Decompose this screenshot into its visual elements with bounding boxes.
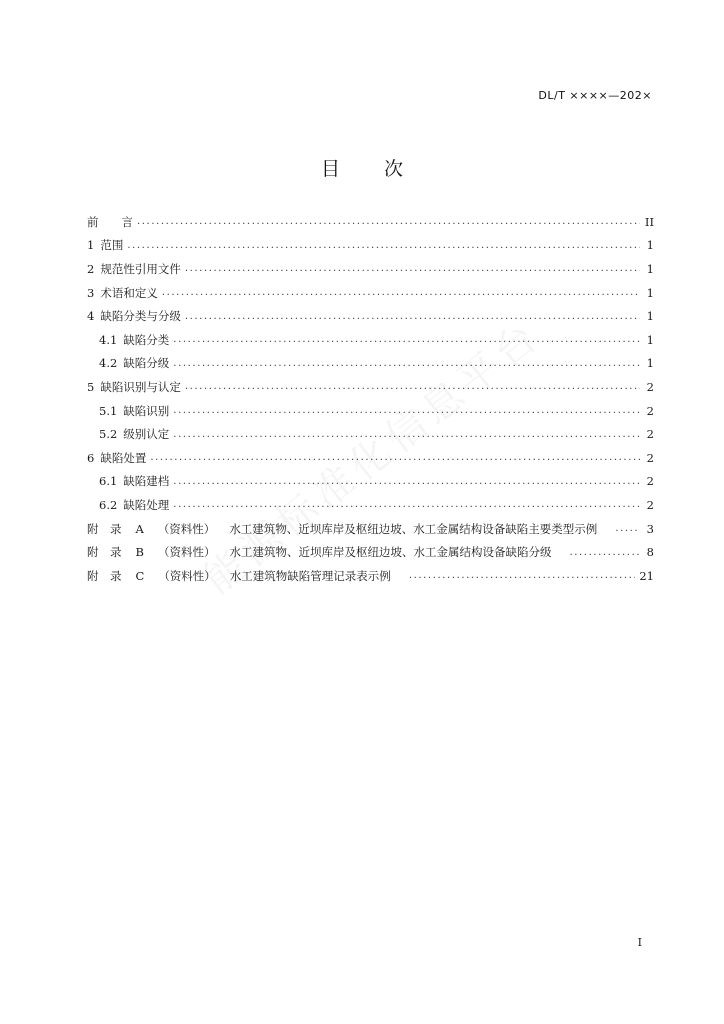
toc-leader-dots xyxy=(173,499,640,510)
toc-leader-dots xyxy=(150,452,640,463)
toc-entry-page: II xyxy=(644,214,654,229)
toc-entry-page: 2 xyxy=(646,497,654,512)
toc-entry-label: 缺陷识别 xyxy=(123,403,170,418)
toc-entry[interactable] xyxy=(87,210,654,234)
toc-entry-number: 2 xyxy=(87,261,95,276)
toc-entry-page: 1 xyxy=(646,285,654,300)
annex-prefix: 附 录 xyxy=(87,545,122,560)
annex-nature: （资料性） xyxy=(157,521,216,536)
toc-entry[interactable] xyxy=(87,281,654,305)
annex-nature: （资料性） xyxy=(158,568,216,583)
annex-prefix: 附 录 xyxy=(87,521,122,536)
annex-title: 水工建筑物、近坝库岸及枢纽边坡、水工金属结构设备缺陷分级 xyxy=(229,545,552,560)
toc-entry-number: 5 xyxy=(87,379,95,394)
toc-entry-number: 5.2 xyxy=(99,427,118,442)
annex-nature: （资料性） xyxy=(157,545,216,560)
toc-entry-page: 1 xyxy=(646,356,654,371)
toc-entry-number: 1 xyxy=(87,238,95,253)
toc-entry-label: 缺陷分级 xyxy=(123,356,170,371)
annex-title: 水工建筑物缺陷管理记录表示例 xyxy=(229,568,391,583)
toc-annex-entry[interactable] xyxy=(87,564,654,588)
toc-leader-dots xyxy=(173,429,640,440)
toc-leader-dots xyxy=(127,240,640,251)
toc-leader-dots xyxy=(185,263,640,274)
toc-entry-page: 2 xyxy=(646,474,654,489)
toc-leader-dots xyxy=(173,358,640,369)
toc-leader-dots xyxy=(185,311,640,322)
toc-entry-number: 3 xyxy=(87,285,95,300)
toc-entry-label: 缺陷分类与分级 xyxy=(100,309,181,324)
toc-leader-dots xyxy=(615,523,640,534)
toc-entry-number: 6.1 xyxy=(99,474,118,489)
toc-annex-entry[interactable] xyxy=(87,540,654,564)
toc-leader-dots xyxy=(569,547,640,558)
toc-entry[interactable] xyxy=(87,399,654,423)
toc-annex-entry[interactable] xyxy=(87,517,654,541)
annex-prefix: 附 录 xyxy=(87,568,122,583)
page-number: I xyxy=(637,936,642,949)
toc-entry-label: 前 言 xyxy=(87,214,133,229)
toc-entry[interactable] xyxy=(87,446,654,470)
toc-leader-dots xyxy=(409,570,636,581)
toc-leader-dots xyxy=(137,216,640,227)
toc-entry-label: 缺陷分类 xyxy=(123,332,170,347)
annex-letter: A xyxy=(135,521,144,536)
toc-entry[interactable] xyxy=(87,422,654,446)
toc-entry[interactable] xyxy=(87,470,654,494)
toc-entry-label: 规范性引用文件 xyxy=(100,261,181,276)
toc-entry-page: 1 xyxy=(646,309,654,324)
toc-entry-page: 8 xyxy=(646,545,654,560)
toc-entry[interactable] xyxy=(87,493,654,517)
annex-letter: C xyxy=(135,568,145,583)
toc-entry-label: 范围 xyxy=(100,238,124,253)
toc-entry[interactable] xyxy=(87,257,654,281)
toc-entry-page: 1 xyxy=(646,238,654,253)
toc-entry[interactable] xyxy=(87,234,654,258)
toc-entry-page: 2 xyxy=(646,427,654,442)
toc-entry-number: 5.1 xyxy=(99,403,118,418)
toc-entry-page: 1 xyxy=(646,332,654,347)
toc-entry-page: 2 xyxy=(646,403,654,418)
table-of-contents xyxy=(87,210,654,588)
toc-entry-number: 4 xyxy=(87,309,95,324)
toc-entry-label: 级别认定 xyxy=(123,427,170,442)
toc-leader-dots xyxy=(173,476,640,487)
toc-leader-dots xyxy=(185,381,640,392)
toc-entry-page: 2 xyxy=(646,450,654,465)
toc-leader-dots xyxy=(173,405,640,416)
document-code: DL/T ××××—202× xyxy=(538,89,652,102)
toc-entry-page: 3 xyxy=(646,521,654,536)
toc-entry[interactable] xyxy=(87,375,654,399)
annex-title: 水工建筑物、近坝库岸及枢纽边坡、水工金属结构设备缺陷主要类型示例 xyxy=(229,521,598,536)
toc-entry-number: 4.1 xyxy=(99,332,118,347)
toc-entry-number: 6.2 xyxy=(99,497,118,512)
toc-entry-label: 缺陷识别与认定 xyxy=(100,379,181,394)
toc-title-part2: 次 xyxy=(384,158,404,180)
toc-entry[interactable] xyxy=(87,352,654,376)
toc-entry[interactable] xyxy=(87,304,654,328)
toc-title-part1: 目 xyxy=(320,158,340,180)
toc-entry-label: 缺陷处置 xyxy=(100,450,147,465)
toc-entry[interactable] xyxy=(87,328,654,352)
toc-entry-label: 术语和定义 xyxy=(100,285,158,300)
toc-entry-label: 缺陷处理 xyxy=(123,497,170,512)
toc-title xyxy=(0,154,724,181)
toc-entry-number: 4.2 xyxy=(99,356,118,371)
toc-leader-dots xyxy=(173,334,640,345)
toc-entry-page: 1 xyxy=(646,261,654,276)
toc-entry-number: 6 xyxy=(87,450,95,465)
toc-entry-page: 21 xyxy=(639,568,654,583)
annex-letter: B xyxy=(135,545,144,560)
toc-entry-label: 缺陷建档 xyxy=(123,474,170,489)
toc-entry-page: 2 xyxy=(646,379,654,394)
toc-leader-dots xyxy=(162,287,640,298)
